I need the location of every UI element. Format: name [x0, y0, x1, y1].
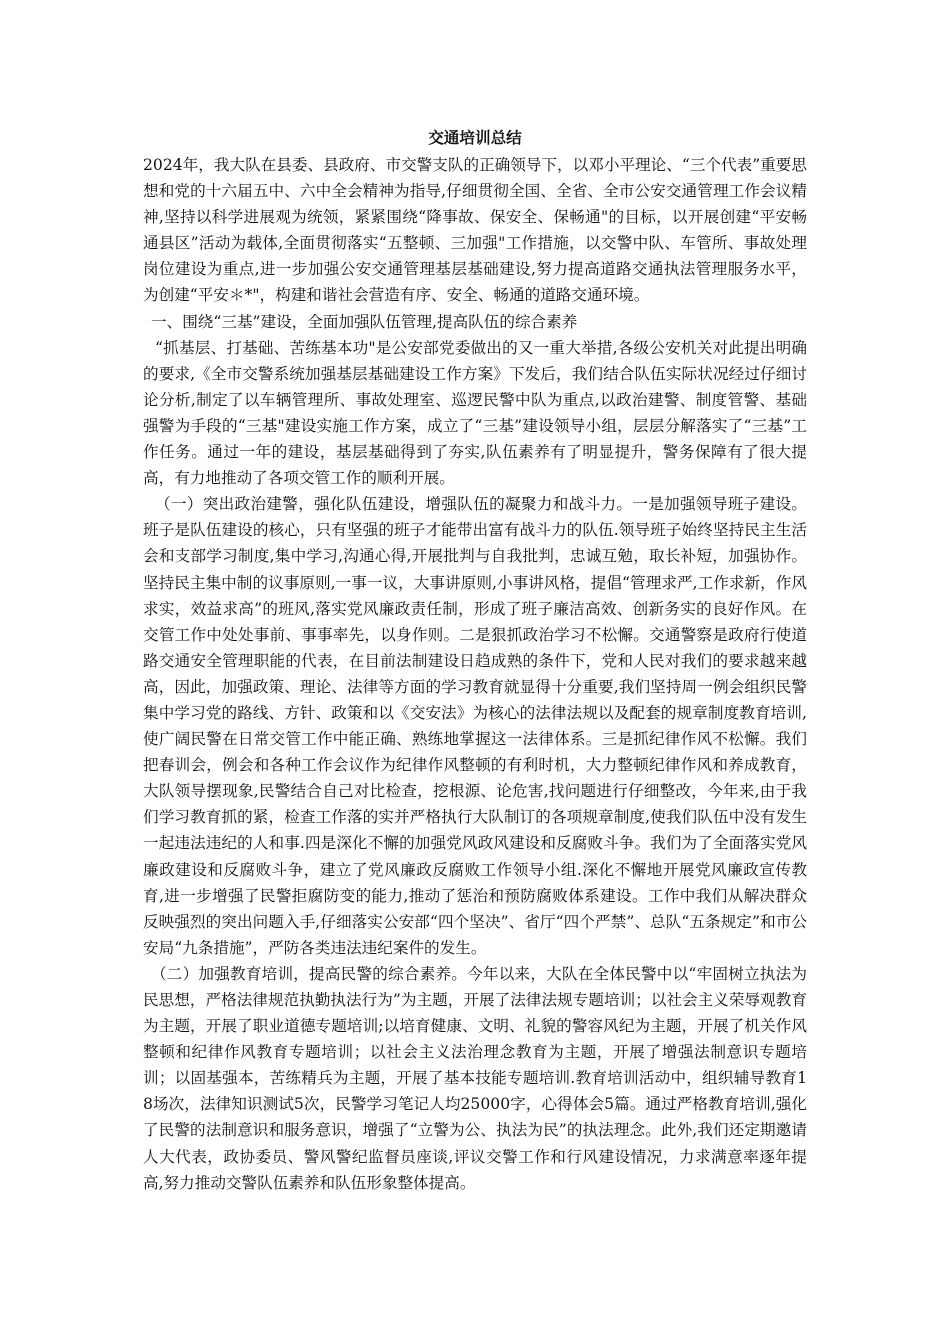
document-page — [143, 126, 807, 1196]
paragraph-education-training: （二）加强教育培训，提高民警的综合素养。今年以来，大队在全体民警中以“牢固树立执法为民思想，严格法律规范执勤执法行为”为主题，开展了法律法规专题培训；以社会主义荣辱观教育为主题，开展了职业道德专题培训;以培育健康、文明、礼貌的警容风纪为主题，开展了机关作风整顿和纪律作风教育专题培训；以社会主义法治理念教育为主题，开展了增强法制意识专题培训；以固基强本，苦练精兵为主题，开展了基本技能专题培训.教育培训活动中，组织辅导教育18场次，法律知识测试5次，民警学习笔记人均25000字，心得体会5篇。通过严格教育培训,强化了民警的法制意识和服务意识，增强了“立警为公、执法为民”的执法理念。此外,我们还定期邀请人大代表，政协委员、警风警纪监督员座谈,评议交警工作和行风建设情况，力求满意率逐年提高,努力推动交警队伍素养和队伍形象整体提高。 — [143, 964, 807, 1192]
paragraph-three-basics: “抓基层、打基础、苦练基本功"是公安部党委做出的又一重大举措,各级公安机关对此提出明确的要求,《全市交警系统加强基层基础建设工作方案》下发后，我们结合队伍实际状况经过仔细讨论分析,制定了以车辆管理所、事故处理室、巡逻民警中队为重点,以政治建警、制度管警、基础强警为手段的“三基"建设实施工作方案，成立了“三基”建设领导小组，层层分解落实了“三基”工作任务。通过一年的建设，基层基础得到了夯实,队伍素养有了明显提升，警务保障有了很大提高，有力地推动了各项交管工作的顺利开展。 — [143, 338, 807, 488]
document-title: 交通培训总结 — [428, 128, 522, 147]
section-heading-1: 一、围绕“三基”建设，全面加强队伍管理,提高队伍的综合素养 — [151, 312, 578, 331]
paragraph-intro: 2024年，我大队在县委、县政府、市交警支队的正确领导下，以邓小平理论、“三个代表”重要思想和党的十六届五中、六中全会精神为指导,仔细贯彻全国、全省、全市公安交通管理工作会议精神,坚持以科学进展观为统领，紧紧围绕“降事故、保安全、保畅通"的目标，以开展创建“平安畅通县区”活动为载体,全面贯彻落实“五整顿、三加强"工作措施，以交警中队、车管所、事故处理岗位建设为重点,进一步加强公安交通管理基层基础建设,努力提高道路交通执法管理服务水平，为创建“平安＊*"，构建和谐社会营造有序、安全、畅通的道路交通环境。 — [143, 156, 807, 305]
paragraph-political-building: （一）突出政治建警，强化队伍建设，增强队伍的凝聚力和战斗力。一是加强领导班子建设。班子是队伍建设的核心，只有坚强的班子才能带出富有战斗力的队伍.领导班子始终坚持民主生活会和支部学习制度,集中学习,沟通心得,开展批判与自我批判，忠诚互勉，取长补短，加强协作。坚持民主集中制的议事原则,一事一议，大事讲原则,小事讲风格，提倡“管理求严,工作求新，作风求实，效益求高”的班风,落实党风廉政责任制，形成了班子廉洁高效、创新务实的良好作风。在交管工作中处处事前、事事率先，以身作则。二是狠抓政治学习不松懈。交通警察是政府行使道路交通安全管理职能的代表，在目前法制建设日趋成熟的条件下，党和人民对我们的要求越来越高，因此，加强政策、理论、法律等方面的学习教育就显得十分重要,我们坚持周一例会组织民警集中学习党的路线、方针、政策和以《交安法》为核心的法律法规以及配套的规章制度教育培训,使广阔民警在日常交管工作中能正确、熟练地掌握这一法律体系。三是抓纪律作风不松懈。我们把春训会，例会和各种工作会议作为纪律作风整顿的有利时机，大力整顿纪律作风和养成教育，大队领导摆现象,民警结合自己对比检查，挖根源、论危害,找问题进行仔细整改，今年来,由于我们学习教育抓的紧，检查工作落的实并严格执行大队制订的各项规章制度,使我们队伍中没有发生一起违法违纪的人和事.四是深化不懈的加强党风政风建设和反腐败斗争。我们为了全面落实党风廉政建设和反腐败斗争，建立了党风廉政反腐败工作领导小组.深化不懈地开展党风廉政宣传教育,进一步增强了民警拒腐防变的能力,推动了惩治和预防腐败体系建设。工作中我们从解决群众反映强烈的突出问题入手,仔细落实公安部“四个坚决”、省厅“四个严禁”、总队“五条规定”和市公安局“九条措施”，严防各类违法违纪案件的发生。 — [143, 495, 807, 957]
